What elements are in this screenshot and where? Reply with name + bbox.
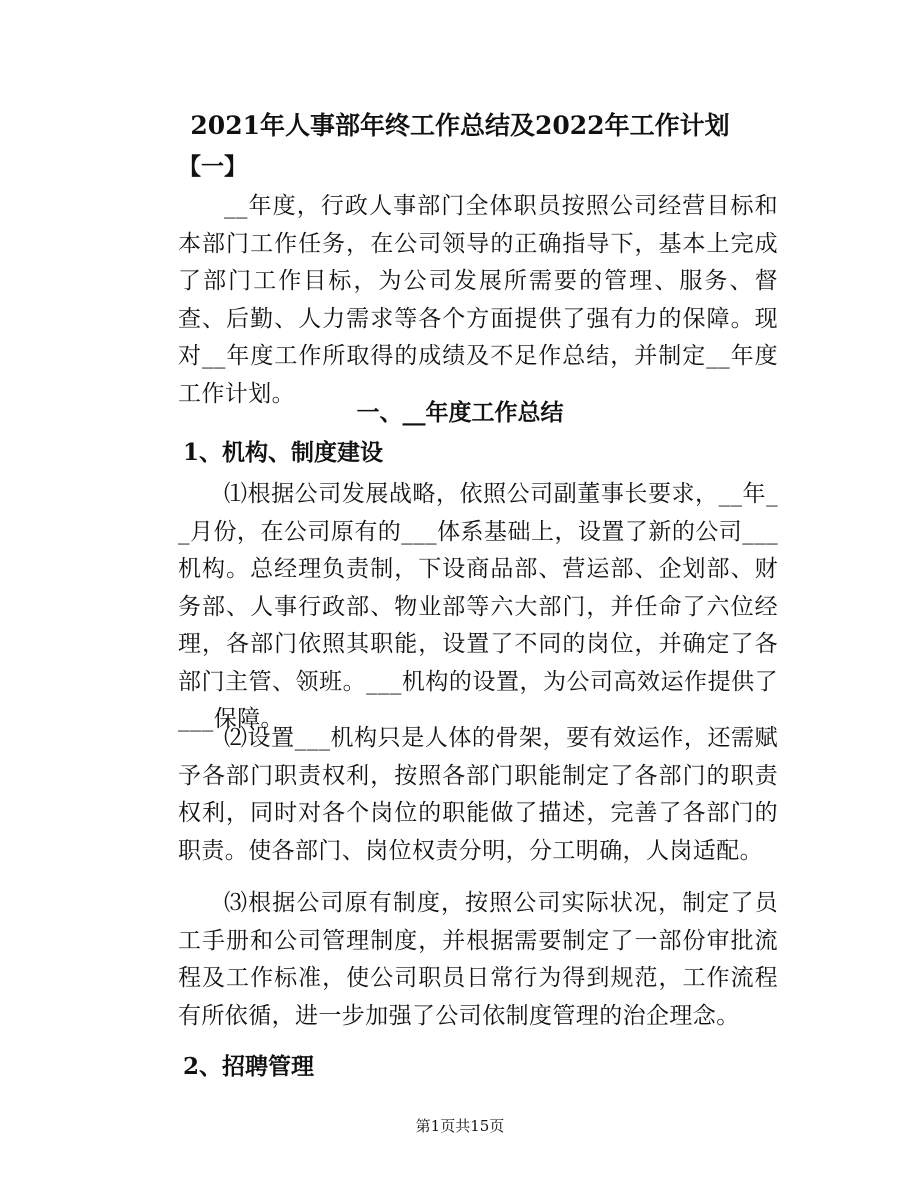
paragraph-3: ⑶根据公司原有制度，按照公司实际状况，制定了员工手册和公司管理制度，并根据需要制定了一部份审批流程及工作标准，使公司职员日常行为得到规范，工作流程有所依循，进一步加强了公司依制度管理的治企理念。: [178, 890, 778, 1029]
part-label: 【一】: [178, 153, 247, 180]
paragraph-1: ⑴根据公司发展战略，依照公司副董事长要求，__年__月份，在公司原有的___体系基础上，设置了新的公司___机构。总经理负责制，下设商品部、营运部、企划部、财务部、人事行政部、物业部等六大部门，并任命了六位经理，各部门依照其职能，设置了不同的岗位，并确定了各部门主管、领班。___机构的设置，为公司高效运作提供了___保障。: [178, 481, 778, 732]
paragraph-2: ⑵设置___机构只是人体的骨架，要有效运作，还需赋予各部门职责权利，按照各部门职能制定了各部门的职责权利，同时对各个岗位的职能做了描述，完善了各部门的职责。使各部门、岗位权责分明，分工明确，人岗适配。: [178, 725, 778, 864]
subsection-heading-2: 2、招聘管理: [183, 1053, 315, 1080]
page-footer: 第1页共15页: [415, 1117, 505, 1135]
subsection-heading-1: 1、机构、制度建设: [183, 439, 384, 466]
section-heading: 一、__年度工作总结: [356, 399, 564, 426]
document-title: 2021年人事部年终工作总结及2022年工作计划: [190, 111, 730, 140]
intro-paragraph: __年度，行政人事部门全体职员按照公司经营目标和本部门工作任务，在公司领导的正确指导下，基本上完成了部门工作目标，为公司发展所需要的管理、服务、督查、后勤、人力需求等各个方面提供了强有力的保障。现对__年度工作所取得的成绩及不足作总结，并制定__年度工作计划。: [178, 193, 778, 407]
